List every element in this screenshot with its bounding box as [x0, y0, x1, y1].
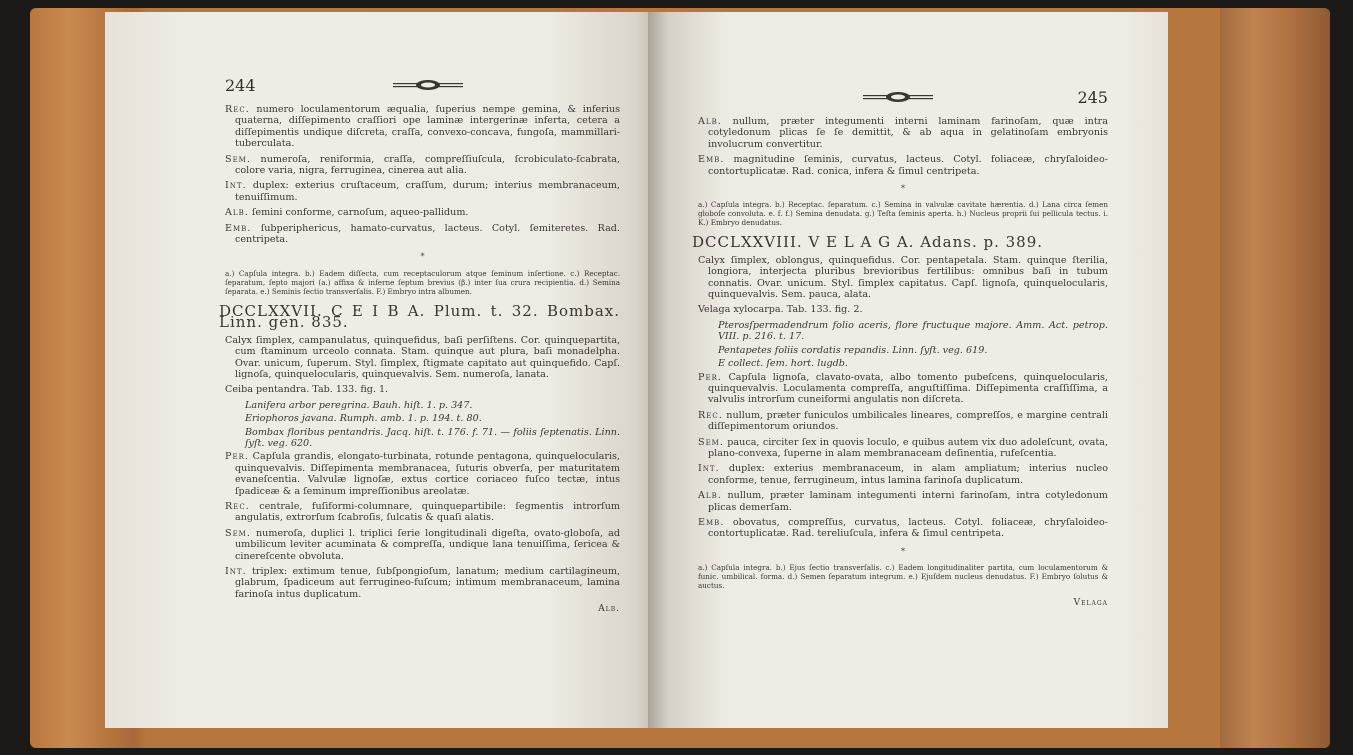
paragraph: Alb. nullum, præter integumenti interni laminam farinoſam, quæ intra cotyledonum plicas ſe ſe demittit, & ab aqua in gelatinoſam embryonis involucrum convertitur.: [698, 116, 1108, 150]
catchword: Velaga: [1073, 598, 1108, 609]
paragraph: Per. Capſula lignoſa, clavato-ovata, albo tomento pubeſcens, quinquelocularis, quinquevalvis. Loculamenta compreſſa, anguſtiſſima. Diſſepimenta craſſiſſima, a valvulis introrſum cuneiformi angulatis non diſcreta.: [698, 371, 1108, 406]
synonym: Lanifera arbor peregrina. Bauh. hiſt. 1. p. 347.: [245, 399, 473, 411]
page-edges: [1220, 8, 1330, 748]
right-header: [698, 86, 1108, 108]
page-number-right: 245: [1077, 87, 1108, 107]
star-divider: *: [901, 546, 905, 556]
species-line: Ceiba pentandra. Tab. 133. fig. 1.: [225, 384, 389, 396]
paragraph: Emb. magnitudine ſeminis, curvatus, lacteus. Cotyl. foliaceæ, chryſaloideo-contortuplicatæ. Rad. conica, infera & ſimul centripeta.: [698, 154, 1108, 177]
figure-notes: a.) Capſula integra. b.) Ejus ſectio transverſalis. c.) Eadem longitudinaliter partita, cum loculamentorum & funic. umbilical. forma. d.) Semen ſeparatum integrum. e.) Ejuſdem nucleus denudatus. F.) Embryo ſolutus & auctus.: [698, 563, 1108, 591]
synonym: Eriophoros javana. Rumph. amb. 1. p. 194. t. 80.: [245, 413, 482, 425]
genus-description: Calyx ſimplex, campanulatus, quinquefidus, baſi perſiſtens. Cor. quinquepartita, cum ſtaminum urceolo connata. Stam. quinque aut plura, baſi monadelpha. Ovar. unicum, ſuperum. Styl. ſimplex, ſtigmate capitato aut quinquefido. Capſ. lignoſa, quinquelocularis, quinquevalvis. Sem. numeroſa, lanata.: [225, 334, 620, 380]
synonym: Pterosſpermadendrum folio aceris, flore fructuque majore. Amm. Act. petrop. VIII. p. 216. t. 17.: [718, 319, 1108, 343]
right-body: [692, 116, 1108, 610]
species-line: Velaga xylocarpa. Tab. 133. fig. 2.: [698, 304, 863, 316]
paragraph: Sem. numeroſa, duplici l. triplici ſerie longitudinali digeſta, ovato-globoſa, ad umbilicum leviter acuminata & compreſſa, undique lana tenuiſſima, ſericea & cinereſcente obvoluta.: [225, 527, 620, 562]
figure-notes: a.) Capſula integra. b.) Receptac. ſeparatum. c.) Semina in valvulæ cavitate hærentia. d.) Lana circa ſemen globoſe convoluta. e. f. f.) Semina denudata. g.) Teſta ſeminis aperta. h.) Nucleus proprii ſui pellicula tectus. i. K.) Embryo denudatus.: [698, 200, 1108, 228]
right-page: [648, 12, 1168, 728]
paragraph: Per. Capſula grandis, elongato-turbinata, rotunde pentagona, quinquelocularis, quinquevalvis. Diſſepimenta membranacea, ſuturis obverſa, per maturitatem evaneſcentia. Valvulæ lignoſæ, extus cortice coriaceo fuſco tectæ, intus ſpadiceæ & a ſeminum impreſſionibus areolatæ.: [225, 451, 620, 497]
left-header: [225, 74, 620, 96]
paragraph: Rec. nullum, præter funiculos umbilicales lineares, compreſſos, e margine centrali diſſepimentorum oriundos.: [698, 409, 1108, 433]
page-number-left: 244: [225, 75, 256, 95]
paragraph: Emb. obovatus, compreſſus, curvatus, lacteus. Cotyl. foliaceæ, chryſaloideo-contortuplicatæ. Rad. tereliuſcula, infera & ſimul centripeta.: [698, 516, 1108, 540]
paragraph: Rec. centrale, fuſiformi-columnare, quinquepartibile: ſegmentis introrſum angulatis, extrorſum ſcabroſis, ſulcatis & quaſi alatis.: [225, 500, 620, 524]
genus-description: Calyx ſimplex, oblongus, quinquefidus. Cor. pentapetala. Stam. quinque ſterilia, longiora, interjecta pluribus brevioribus fertilibus: omnibus baſi in tubum connatis. Ovar. unicum. Styl. ſimplex capitatus. Capſ. lignoſa, quinquelocularis, quinquevalvis. Sem. pauca, alata.: [698, 254, 1108, 301]
catchword: Alb.: [598, 604, 620, 615]
left-page: [105, 12, 660, 728]
ornament-icon: [393, 78, 463, 92]
paragraph: Alb. ſemini conforme, carnoſum, aqueo-pallidum.: [225, 207, 469, 219]
genus-heading: DCCLXXVII. C E I B A. Plum. t. 32. Bombax. Linn. gen. 835.: [219, 301, 620, 332]
paragraph: Rec. numero loculamentorum æqualia, ſuperius nempe gemina, & inferius quaterna, diſſepimento craſſiori ope laminæ intergerinæ inferta, cetera a diſſepimentis undique diſcreta, craſſa, convexo-concava, fungoſa, mammillari-tuberculata.: [225, 104, 620, 150]
synonym: E collect. ſem. hort. lugdb.: [718, 358, 848, 370]
figure-notes: a.) Capſula integra. b.) Eadem diſſecta, cum receptaculorum atque ſeminum inſertione. c.) Receptac. ſeparatum, ſepto majori (a.) affixa & inferne ſeptum brevius (β.) inter ſua crura recipientia. d.) Semina ſeparata. e.) Seminis ſectio transverſalis. F.) Embryo intra albumen.: [225, 268, 620, 296]
star-divider: *: [420, 252, 425, 262]
genus-heading: DCCLXXVIII. V E L A G A. Adans. p. 389.: [692, 233, 1044, 252]
paragraph: Sem. numeroſa, reniformia, craſſa, compreſſiuſcula, ſcrobiculato-ſcabrata, colore varia, nigra, ferruginea, cinerea aut alia.: [225, 153, 620, 177]
synonym: Bombax floribus pentandris. Jacq. hiſt. t. 176. f. 71. — foliis ſeptenatis. Linn. ſyſt. veg. 620.: [245, 426, 620, 449]
ornament-icon: [863, 90, 933, 104]
paragraph: Int. triplex: extimum tenue, ſubſpongioſum, lanatum; medium cartilagineum, glabrum, ſpadiceum aut ferrugineo-fuſcum; intimum membranaceum, lamina farinoſa intus duplicatum.: [225, 566, 620, 600]
synonym: Pentapetes foliis cordatis repandis. Linn. ſyſt. veg. 619.: [718, 344, 988, 356]
star-divider: *: [901, 184, 905, 194]
paragraph: Alb. nullum, præter laminam integumenti interni farinoſam, intra cotyledonum plicas demerſam.: [698, 490, 1108, 513]
paragraph: Int. duplex: exterius membranaceum, in alam ampliatum; interius nucleo conforme, tenue, ferrugineum, intus lamina farinoſa duplicatum.: [698, 463, 1108, 486]
paragraph: Int. duplex: exterius cruſtaceum, craſſum, durum; interius membranaceum, tenuiſſimum.: [225, 180, 620, 203]
paragraph: Emb. ſubperiphericus, hamato-curvatus, lacteus. Cotyl. ſemiteretes. Rad. centripeta.: [225, 222, 620, 246]
paragraph: Sem. pauca, circiter ſex in quovis loculo, e quibus autem vix duo adoleſcunt, ovata, plano-convexa, ſuperne in alam membranaceam deſinentia, rufeſcentia.: [698, 436, 1108, 459]
left-body: [219, 104, 620, 616]
